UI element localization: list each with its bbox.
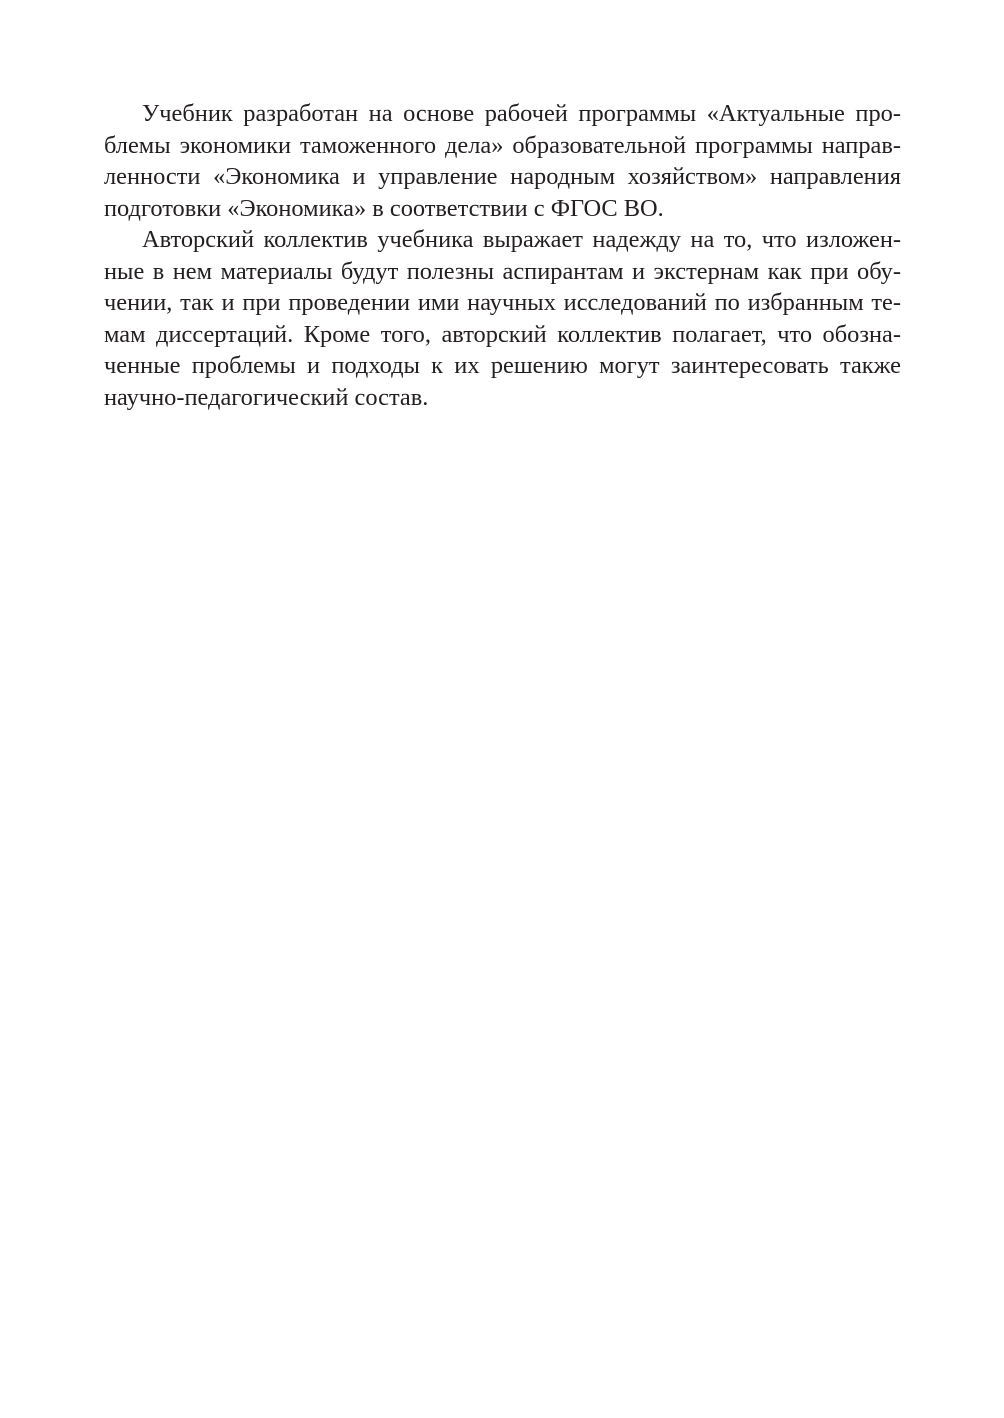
paragraph-line: блемы экономики таможенного дела» образовательной программы направ- xyxy=(104,131,901,159)
paragraph-line: ные в нем материалы будут полезны аспирантам и экстернам как при обу- xyxy=(104,257,901,285)
paragraph-2 xyxy=(104,224,901,413)
paragraph-line: Учебник разработан на основе рабочей программы «Актуальные про- xyxy=(142,100,901,127)
paragraph-line: подготовки «Экономика» в соответствии с ФГОС ВО. xyxy=(104,194,664,222)
paragraph-line: ченные проблемы и подходы к их решению могут заинтересовать также xyxy=(104,352,901,379)
paragraph-line: чении, так и при проведении ими научных исследований по избранным те- xyxy=(104,289,901,316)
body-text xyxy=(104,98,901,413)
paragraph-line: мам диссертаций. Кроме того, авторский коллектив полагает, что обозна- xyxy=(104,320,901,348)
paragraph-1 xyxy=(104,98,901,224)
paragraph-line: Авторский коллектив учебника выражает надежду на то, что изложен- xyxy=(142,226,901,253)
paragraph-line: ленности «Экономика и управление народным хозяйством» направления xyxy=(104,163,901,190)
paragraph-line: научно-педагогический состав. xyxy=(104,383,429,411)
